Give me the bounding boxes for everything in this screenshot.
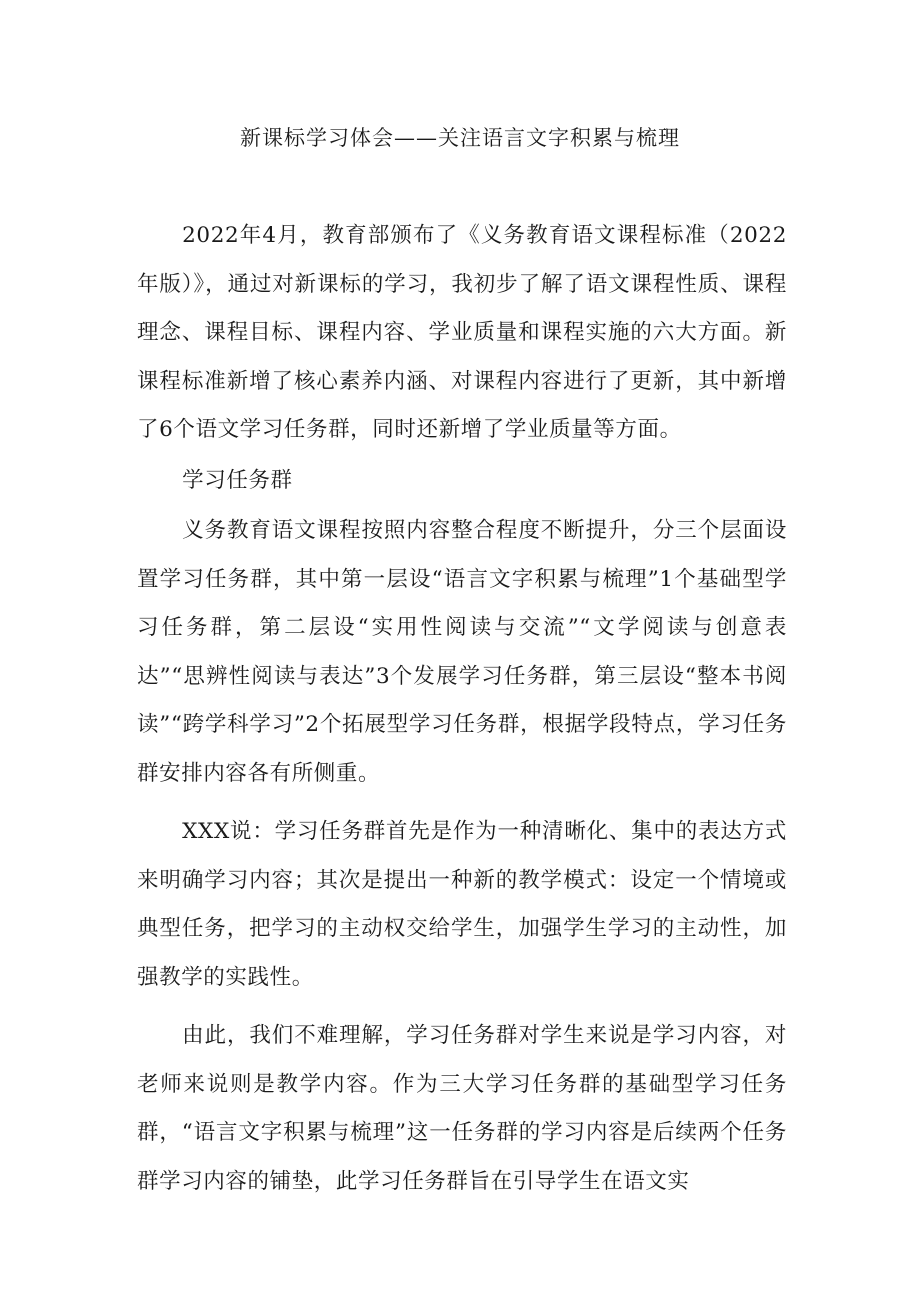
document-title: 新课标学习体会——关注语言文字积累与梳理 bbox=[240, 126, 680, 150]
paragraph-quote: XXX说：学习任务群首先是作为一种清晰化、集中的表达方式来明确学习内容；其次是提出一种新的教学模式：设定一个情境或典型任务，把学习的主动权交给学生，加强学生学习的主动性，加强教学的实践性。 bbox=[137, 819, 787, 990]
section-heading: 学习任务群 bbox=[182, 467, 293, 493]
paragraph-task-groups: 义务教育语文课程按照内容整合程度不断提升，分三个层面设置学习任务群，其中第一层设“语言文字积累与梳理”1个基础型学习任务群，第二层设“实用性阅读与交流”“文学阅读与创意表达”“思辨性阅读与表达”3个发展学习任务群，第三层设“整本书阅读”“跨学科学习”2个拓展型学习任务群，根据学段特点，学习任务群安排内容各有所侧重。 bbox=[137, 518, 787, 786]
document-body bbox=[137, 212, 787, 1206]
paragraph-intro: 2022年4月，教育部颁布了《义务教育语文课程标准（2022年版）》，通过对新课标的学习，我初步了解了语文课程性质、课程理念、课程目标、课程内容、学业质量和课程实施的六大方面。新课程标准新增了核心素养内涵、对课程内容进行了更新，其中新增了6个语文学习任务群，同时还新增了学业质量等方面。 bbox=[137, 223, 787, 442]
paragraph-conclusion: 由此，我们不难理解，学习任务群对学生来说是学习内容，对老师来说则是教学内容。作为三大学习任务群的基础型学习任务群，“语言文字积累与梳理”这一任务群的学习内容是后续两个任务群学习内容的铺垫，此学习任务群旨在引导学生在语文实 bbox=[137, 1023, 787, 1194]
